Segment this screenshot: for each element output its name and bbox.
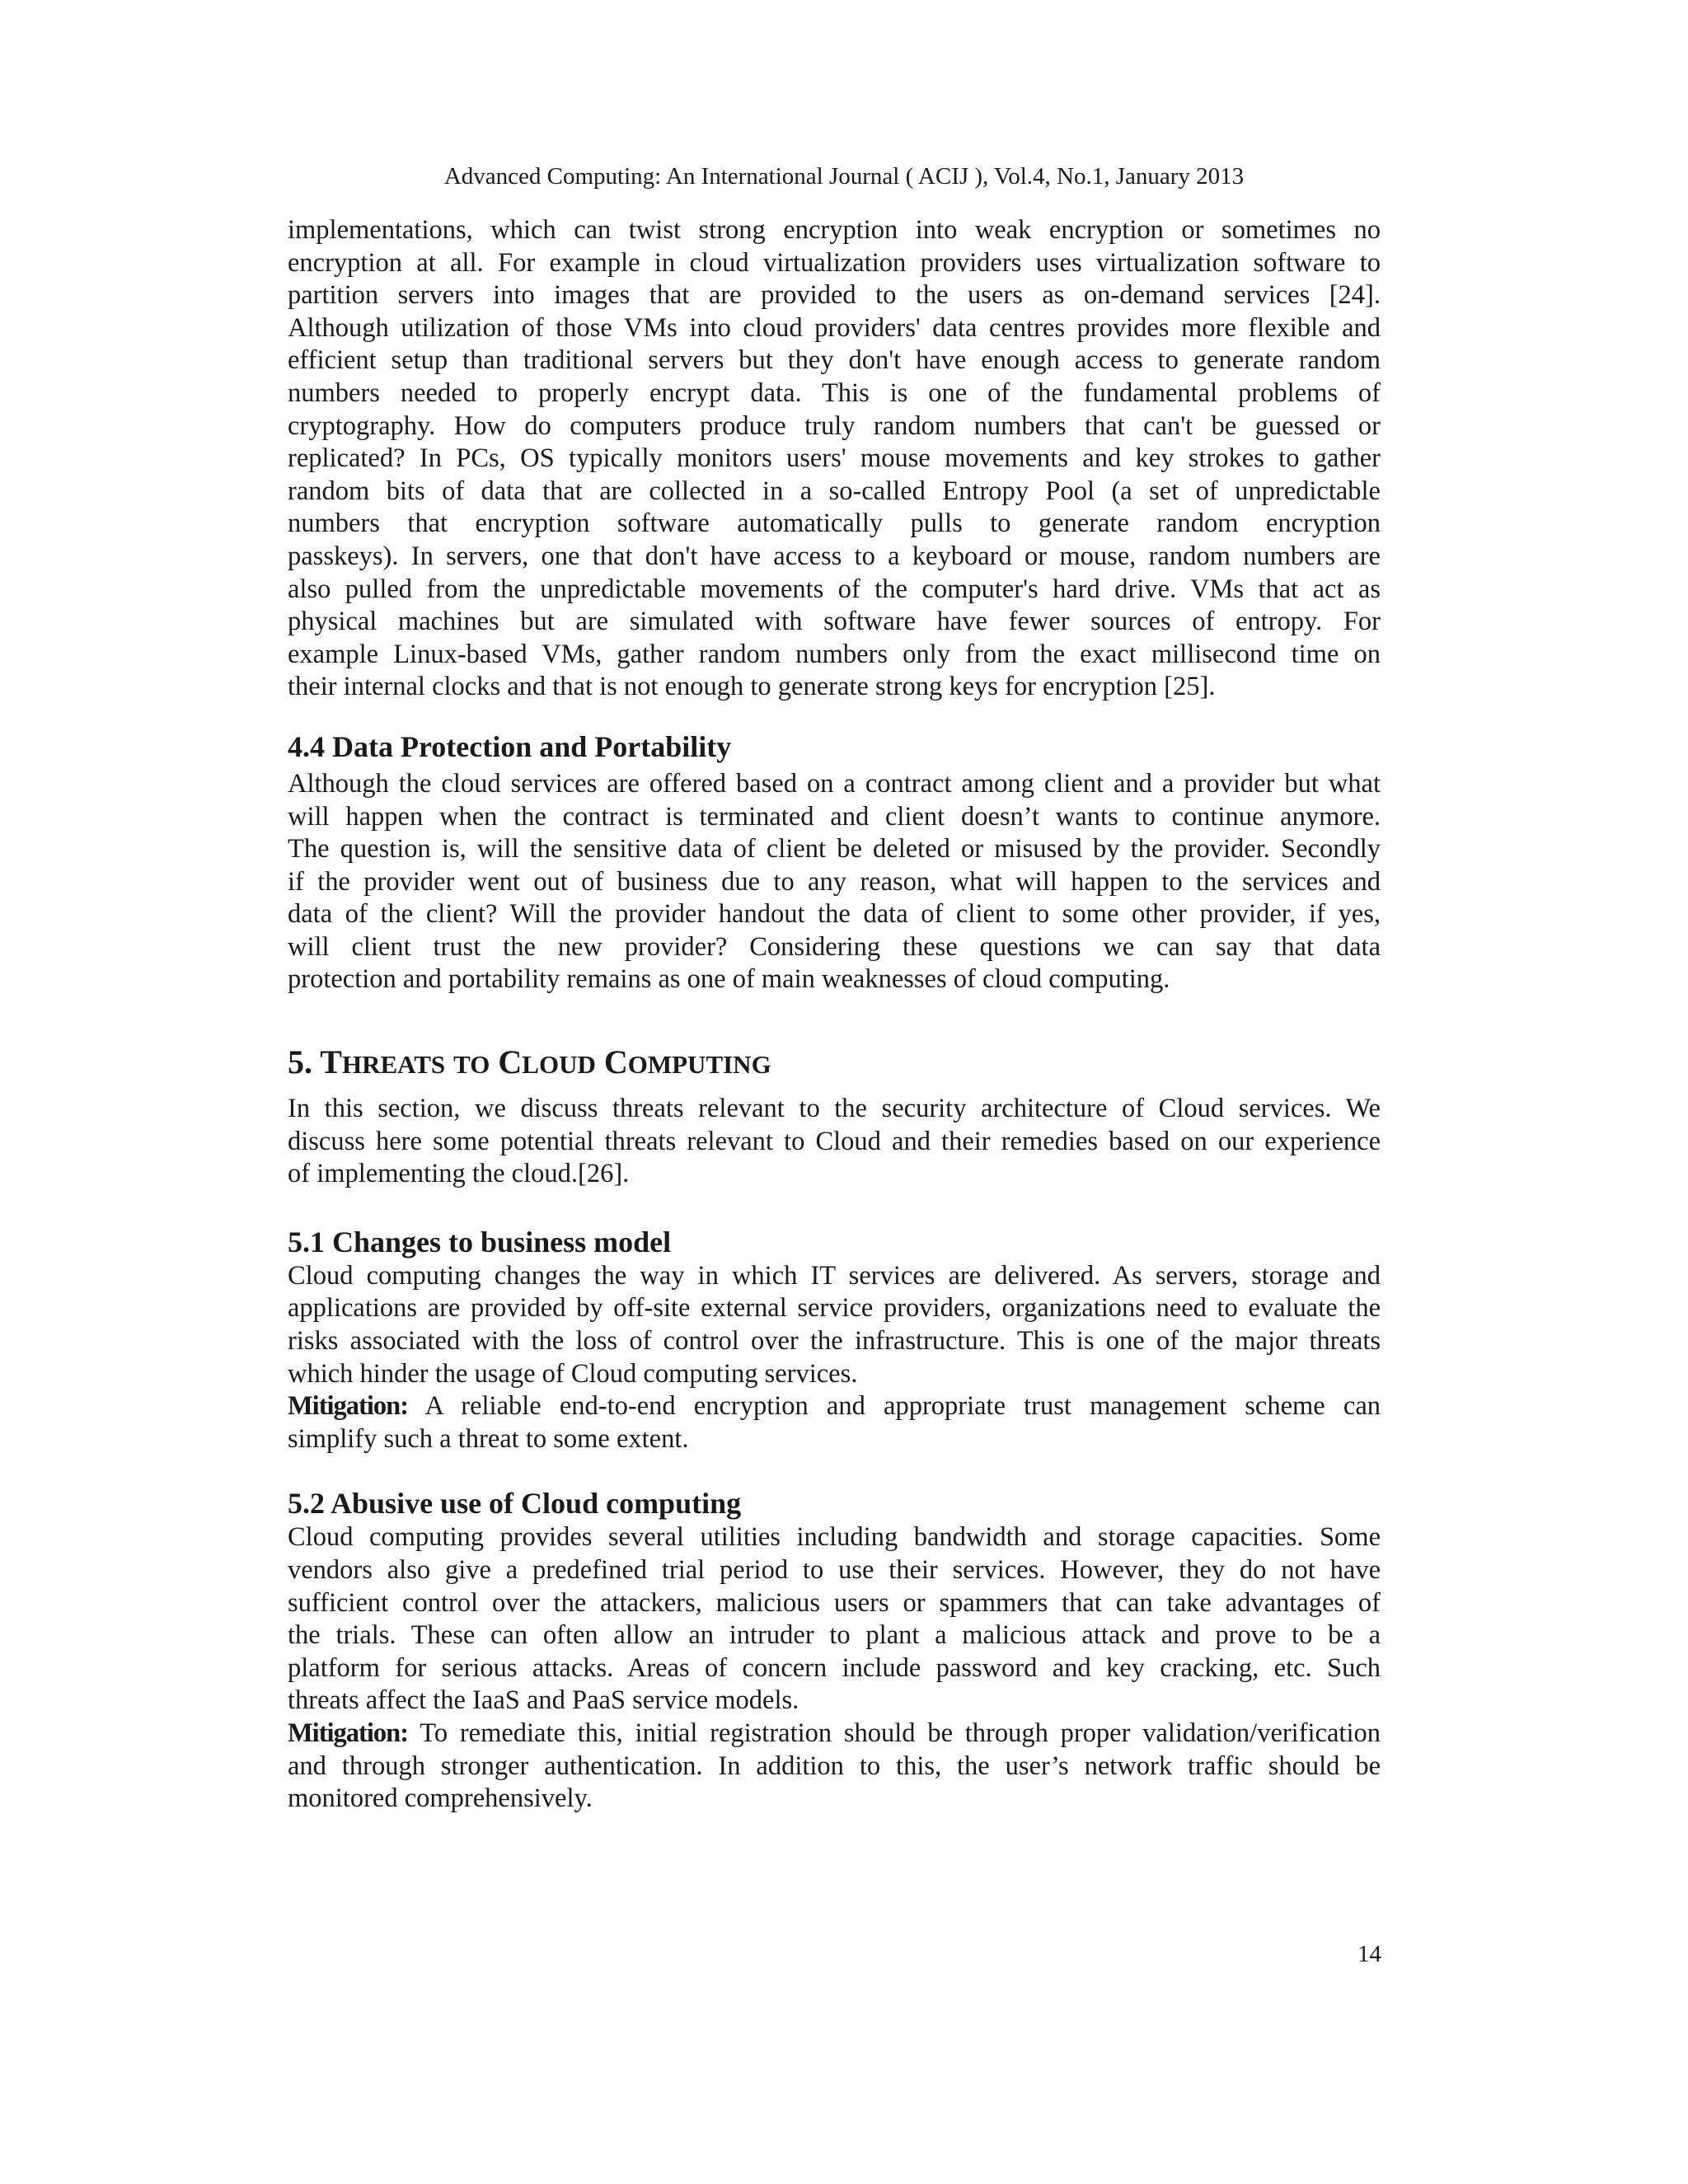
text-line: monitored comprehensively. [288, 1783, 593, 1814]
text-line: Cloud computing changes the way in which IT services are delivered. As servers, storage and [288, 1260, 1381, 1291]
text-line: implementations, which can twist strong encryption into weak encryption or sometimes no [288, 215, 1381, 245]
paragraph-encryption-randomness [288, 214, 1381, 704]
heading-word-rest: LOUD [522, 1050, 596, 1080]
text-line: their internal clocks and that is not enough to generate strong keys for encryption [25]. [288, 672, 1216, 702]
page-number: 14 [1357, 1941, 1381, 1967]
heading-word-initial: C [498, 1043, 523, 1081]
heading-section-5 [288, 1043, 1381, 1085]
heading-word-initial: T [320, 1043, 342, 1081]
text-line: Although the cloud services are offered based on a contract among client and a provider but what [288, 768, 1381, 799]
text-line: In this section, we discuss threats relevant to the security architecture of Cloud services. We [288, 1094, 1381, 1124]
heading-word-initial: C [603, 1043, 628, 1081]
mitigation-label: Mitigation: [288, 1718, 409, 1748]
text-line: cryptography. How do computers produce truly random numbers that can't be guessed or [288, 410, 1381, 441]
text-line: also pulled from the unpredictable movements of the computer's hard drive. VMs that act as [288, 574, 1381, 604]
text-line: sufficient control over the attackers, malicious users or spammers that can take advantages of [288, 1587, 1381, 1618]
heading-word-rest: HREATS [341, 1050, 446, 1080]
text-line: partition servers into images that are provided to the users as on-demand services [24]. [288, 280, 1381, 311]
text-line: example Linux-based VMs, gather random numbers only from the exact millisecond time on [288, 639, 1381, 669]
text-line: encryption at all. For example in cloud virtualization providers uses virtualization software to [288, 247, 1381, 278]
heading-5-2: 5.2 Abusive use of Cloud computing [288, 1487, 742, 1521]
text-line: data of the client? Will the provider handout the data of client to some other provider, if yes, [288, 899, 1381, 930]
text-line: numbers needed to properly encrypt data. This is one of the fundamental problems of [288, 377, 1381, 408]
text-line: The question is, will the sensitive data of client be deleted or misused by the provider. Secondly [288, 834, 1381, 865]
text-line: will happen when the contract is terminated and client doesn’t wants to continue anymore. [288, 801, 1381, 832]
text-line: vendors also give a predefined trial period to use their services. However, they do not have [288, 1555, 1381, 1585]
text-line: numbers that encryption software automatically pulls to generate random encryption [288, 509, 1381, 539]
text-line: of implementing the cloud.[26]. [288, 1159, 630, 1189]
text-line: risks associated with the loss of control over the infrastructure. This is one of the major threats [288, 1326, 1381, 1357]
text-line: and through stronger authentication. In addition to this, the user’s network traffic should be [288, 1750, 1381, 1781]
text-line: protection and portability remains as one of main weaknesses of cloud computing. [288, 964, 1170, 995]
heading-4-4: 4.4 Data Protection and Portability [288, 729, 732, 763]
text-line: threats affect the IaaS and PaaS service models. [288, 1685, 799, 1716]
heading-word: TO [453, 1050, 490, 1080]
text-line: physical machines but are simulated with software have fewer sources of entropy. For [288, 607, 1381, 637]
text-line: will client trust the new provider? Considering these questions we can say that data [288, 931, 1381, 962]
mitigation-line [288, 1390, 1381, 1423]
text-line: passkeys). In servers, one that don't have access to a keyboard or mouse, random numbers are [288, 541, 1381, 571]
page-content [288, 214, 1381, 1816]
text-line: replicated? In PCs, OS typically monitors users' mouse movements and key strokes to gather [288, 443, 1381, 474]
heading-word-rest: OMPUTING [627, 1050, 771, 1080]
text-line: Although utilization of those VMs into cloud providers' data centres provides more flexible and [288, 312, 1381, 343]
running-header: Advanced Computing: An International Journal ( ACIJ ), Vol.4, No.1, January 2013 [443, 163, 1245, 190]
mitigation-label: Mitigation: [288, 1391, 409, 1422]
mitigation-line [288, 1718, 1381, 1750]
text-line: efficient setup than traditional servers but they don't have enough access to generate random [288, 345, 1381, 376]
paragraph-business-model [288, 1260, 1381, 1456]
paragraph-data-protection [288, 768, 1381, 996]
paragraph-threats-intro [288, 1093, 1381, 1191]
mitigation-text: A reliable end-to-end encryption and appropriate trust management scheme can [424, 1391, 1381, 1422]
text-line: which hinder the usage of Cloud computing services. [288, 1358, 858, 1389]
text-line: discuss here some potential threats relevant to Cloud and their remedies based on our experience [288, 1126, 1381, 1156]
paragraph-abusive-use [288, 1521, 1381, 1815]
text-line: platform for serious attacks. Areas of concern include password and key cracking, etc. Such [288, 1652, 1381, 1683]
mitigation-text: To remediate this, initial registration should be through proper validation/verification [420, 1718, 1381, 1748]
heading-number: 5. [288, 1043, 312, 1081]
text-line: random bits of data that are collected in a so-called Entropy Pool (a set of unpredictable [288, 476, 1381, 506]
heading-5-1: 5.1 Changes to business model [288, 1225, 672, 1258]
text-line: if the provider went out of business due to any reason, what will happen to the services and [288, 866, 1381, 897]
text-line: simplify such a threat to some extent. [288, 1423, 689, 1454]
text-line: applications are provided by off-site external service providers, organizations need to evaluate the [288, 1293, 1381, 1324]
text-line: Cloud computing provides several utilities including bandwidth and storage capacities. Some [288, 1522, 1381, 1553]
text-line: the trials. These can often allow an intruder to plant a malicious attack and prove to be a [288, 1620, 1381, 1651]
